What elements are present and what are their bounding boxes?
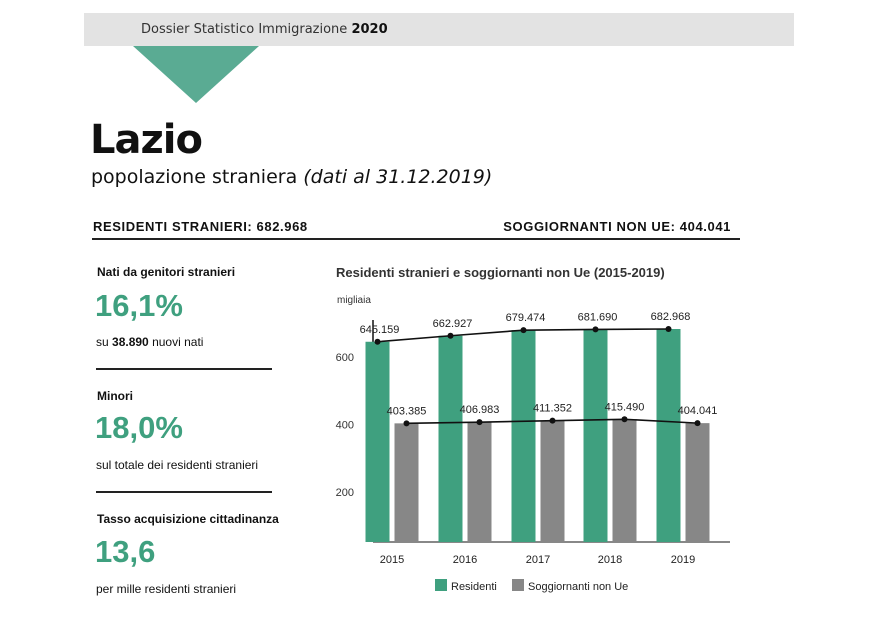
- data-label-soggiornanti: 403.385: [386, 405, 427, 418]
- stat-note-suffix: nuovi nati: [152, 335, 204, 349]
- legend-label-residenti: Residenti: [451, 581, 497, 593]
- point-residenti: [593, 326, 599, 332]
- y-tick-label: 200: [335, 487, 354, 499]
- legend-swatch-soggiornanti: [512, 579, 524, 591]
- x-tick-label: 2016: [452, 554, 478, 566]
- bar-residenti: [512, 330, 536, 542]
- bar-residenti: [657, 329, 681, 542]
- bar-soggiornanti: [686, 423, 710, 542]
- point-soggiornanti: [622, 416, 628, 422]
- stat-label-minors: Minori: [97, 389, 133, 403]
- point-residenti: [375, 339, 381, 345]
- data-label-soggiornanti: 411.352: [533, 402, 572, 415]
- point-residenti: [666, 326, 672, 332]
- subtitle-date-note: (dati al 31.12.2019): [303, 166, 493, 188]
- data-label-residenti: 662.927: [432, 317, 473, 330]
- stat-note-citizenship: per mille residenti stranieri: [96, 582, 237, 596]
- publication-name: Dossier Statistico Immigrazione: [141, 22, 348, 37]
- point-soggiornanti: [695, 420, 701, 426]
- stat-note-prefix: su: [96, 335, 109, 349]
- data-label-soggiornanti: 404.041: [677, 405, 718, 418]
- data-label-soggiornanti: 406.983: [459, 404, 500, 417]
- bar-residenti: [366, 342, 390, 542]
- bar-residenti: [584, 329, 608, 542]
- x-tick-label: 2018: [597, 554, 623, 566]
- page-title: Lazio: [90, 117, 202, 163]
- stat-note-minors: sul totale dei residenti stranieri: [96, 458, 259, 472]
- point-residenti: [448, 333, 454, 339]
- legend-swatch-residenti: [435, 579, 447, 591]
- stat-value-births: 16,1%: [95, 288, 183, 323]
- stat-label-births: Nati da genitori stranieri: [97, 265, 236, 279]
- point-soggiornanti: [477, 419, 483, 425]
- bar-soggiornanti: [395, 423, 419, 542]
- stat-note-births-count: 38.890: [112, 335, 149, 349]
- data-label-residenti: 645.159: [359, 323, 400, 336]
- subtitle-text: popolazione straniera: [91, 166, 298, 188]
- chart-title: Residenti stranieri e soggiornanti non Ue (2015-2019): [336, 265, 665, 280]
- y-tick-label: 400: [335, 419, 354, 432]
- bar-soggiornanti: [468, 422, 492, 542]
- data-label-residenti: 682.968: [650, 310, 691, 323]
- headline-residents: RESIDENTI STRANIERI: 682.968: [93, 219, 308, 234]
- point-soggiornanti: [550, 418, 556, 424]
- publication-year: 2020: [351, 22, 388, 37]
- data-label-soggiornanti: 415.490: [604, 401, 645, 414]
- y-tick-label: 600: [335, 352, 354, 364]
- stat-label-citizenship: Tasso acquisizione cittadinanza: [97, 512, 279, 526]
- legend-label-soggiornanti: Soggiornanti non Ue: [528, 581, 629, 593]
- stat-value-minors: 18,0%: [95, 410, 183, 445]
- x-tick-label: 2015: [379, 554, 405, 566]
- y-unit-label: migliaia: [337, 295, 371, 306]
- point-residenti: [521, 327, 527, 333]
- data-label-residenti: 679.474: [505, 312, 546, 325]
- headline-non-eu: SOGGIORNANTI NON UE: 404.041: [503, 219, 731, 234]
- bar-soggiornanti: [613, 419, 637, 542]
- bar-soggiornanti: [541, 421, 565, 542]
- point-soggiornanti: [404, 420, 410, 426]
- x-tick-label: 2017: [525, 554, 551, 566]
- x-tick-label: 2019: [670, 554, 696, 566]
- data-label-residenti: 681.690: [577, 311, 618, 324]
- stat-value-citizenship: 13,6: [95, 534, 156, 569]
- bar-residenti: [439, 336, 463, 542]
